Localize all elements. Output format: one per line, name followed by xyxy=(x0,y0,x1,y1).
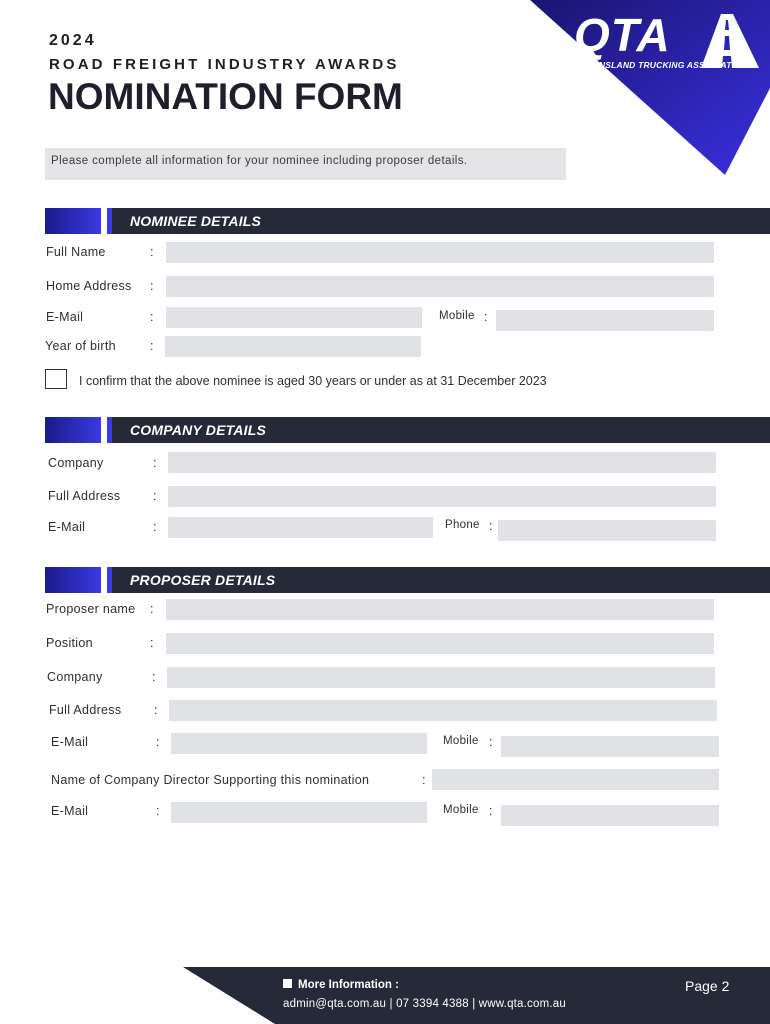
age-confirm-checkbox[interactable] xyxy=(45,369,67,389)
page-title: NOMINATION FORM xyxy=(48,76,403,117)
nominee-mobile-field[interactable] xyxy=(496,310,714,331)
bullet-square-icon xyxy=(283,979,292,988)
nominee-email-field[interactable] xyxy=(166,307,422,328)
colon: : xyxy=(150,245,154,259)
director-name-field[interactable] xyxy=(432,769,719,790)
event-title: ROAD FREIGHT INDUSTRY AWARDS xyxy=(49,56,400,73)
section-title: COMPANY DETAILS xyxy=(130,422,267,438)
age-confirm-label: I confirm that the above nominee is aged 30 years or under as at 31 December 2023 xyxy=(79,374,547,388)
company-full-address-field[interactable] xyxy=(168,486,716,507)
proposer-position-field[interactable] xyxy=(166,633,714,654)
colon: : xyxy=(150,279,154,293)
director-email-label: E-Mail xyxy=(51,804,89,818)
director-name-label: Name of Company Director Supporting this nomination xyxy=(51,773,370,787)
email-label: E-Mail xyxy=(46,310,84,324)
colon: : xyxy=(156,804,160,818)
email-label: E-Mail xyxy=(48,520,86,534)
more-info-label: More Information : xyxy=(298,979,399,991)
colon: : xyxy=(484,310,488,324)
proposer-name-field[interactable] xyxy=(166,599,714,620)
colon: : xyxy=(150,310,154,324)
nominee-section-header xyxy=(45,208,770,234)
mobile-label: Mobile xyxy=(443,735,479,747)
colon: : xyxy=(489,735,493,749)
director-mobile-label: Mobile xyxy=(443,804,479,816)
company-email-field[interactable] xyxy=(168,517,433,538)
company-name-field[interactable] xyxy=(168,452,716,473)
company-label: Company xyxy=(47,670,103,684)
logo-subtitle: QUEENSLAND TRUCKING ASSOCIATION xyxy=(574,60,748,70)
contact-info: admin@qta.com.au | 07 3394 4388 | www.qta.com.au xyxy=(283,998,566,1010)
header-gradient xyxy=(45,567,101,593)
section-title: NOMINEE DETAILS xyxy=(130,213,262,229)
director-mobile-field[interactable] xyxy=(501,805,719,826)
mobile-label: Mobile xyxy=(439,310,475,322)
year-label: 2024 xyxy=(49,32,97,49)
header-gradient xyxy=(45,417,101,443)
footer xyxy=(0,967,770,1024)
proposer-full-address-field[interactable] xyxy=(169,700,717,721)
phone-label: Phone xyxy=(445,519,480,531)
colon: : xyxy=(489,804,493,818)
logo-text: QTA xyxy=(574,9,671,61)
proposer-company-field[interactable] xyxy=(167,667,715,688)
footer-band xyxy=(0,967,770,1024)
full-name-label: Full Name xyxy=(46,245,106,259)
colon: : xyxy=(153,456,157,470)
colon: : xyxy=(153,520,157,534)
colon: : xyxy=(150,602,154,616)
company-section-header xyxy=(45,417,770,443)
proposer-section-header xyxy=(45,567,770,593)
page-number: Page 2 xyxy=(685,978,730,994)
header-gradient xyxy=(45,208,101,234)
more-info-heading xyxy=(283,979,399,991)
email-label: E-Mail xyxy=(51,735,89,749)
full-address-label: Full Address xyxy=(48,489,121,503)
year-of-birth-label: Year of birth xyxy=(45,339,116,353)
director-email-field[interactable] xyxy=(171,802,427,823)
section-title: PROPOSER DETAILS xyxy=(130,572,276,588)
colon: : xyxy=(152,670,156,684)
proposer-name-label: Proposer name xyxy=(46,602,136,616)
qta-logo xyxy=(574,10,760,76)
colon: : xyxy=(489,519,493,533)
nominee-home-address-field[interactable] xyxy=(166,276,714,297)
company-label: Company xyxy=(48,456,104,470)
proposer-email-field[interactable] xyxy=(171,733,427,754)
home-address-label: Home Address xyxy=(46,279,132,293)
colon: : xyxy=(153,489,157,503)
colon: : xyxy=(154,703,158,717)
position-label: Position xyxy=(46,636,93,650)
company-phone-field[interactable] xyxy=(498,520,716,541)
proposer-mobile-field[interactable] xyxy=(501,736,719,757)
colon: : xyxy=(150,636,154,650)
nominee-full-name-field[interactable] xyxy=(166,242,714,263)
colon: : xyxy=(150,339,154,353)
intro-note: Please complete all information for your nominee including proposer details. xyxy=(45,148,566,180)
colon: : xyxy=(156,735,160,749)
colon: : xyxy=(422,773,426,787)
full-address-label: Full Address xyxy=(49,703,122,717)
nominee-year-of-birth-field[interactable] xyxy=(165,336,421,357)
